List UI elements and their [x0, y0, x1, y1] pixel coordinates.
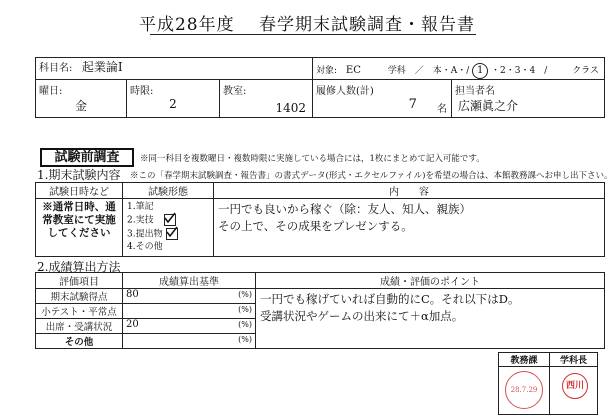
- subject-label: 科目名:: [39, 63, 73, 74]
- content-line-2: その上で、その成果をプレゼンする。: [218, 219, 413, 233]
- target-value: EC: [345, 65, 361, 76]
- target-label: 対象:: [316, 66, 338, 76]
- target-cell: [313, 58, 605, 80]
- section1-note: ※この「春学期末試験調査・報告書」の書式データ(形式・エクセルファイル)を希望の場合は、本館教務課へお申し出下さい。: [130, 171, 613, 181]
- enrollment-value: 7: [408, 97, 417, 112]
- day-label: 曜日:: [39, 86, 63, 97]
- section2-title: 2.成績算出方法: [37, 260, 121, 274]
- reporter-label: 担当者名: [455, 86, 495, 97]
- content-line-1: 一円でも良いから稼ぐ（除：友人、知人、親族）: [218, 202, 471, 216]
- grading-item-row: 小テスト・平常点: [36, 304, 123, 319]
- form-option-written: 1.筆記: [127, 202, 154, 212]
- grading-value-cell: 20 (%): [123, 319, 256, 334]
- points-line-1: 一円でも稼げていれば自動的にC。それ以下はD。: [260, 292, 520, 306]
- affairs-stamp-label: 教務課: [499, 353, 550, 367]
- col-points-header: 成績・評価のポイント: [256, 273, 605, 289]
- form-option-other: 4.その他: [127, 242, 163, 252]
- col-form-header: 試験形態: [123, 183, 214, 199]
- pre-survey-header: 試験前調査: [40, 148, 134, 167]
- checkbox-practical: [164, 214, 176, 226]
- enrollment-label: 履修人数(計): [316, 86, 374, 97]
- col-date-header: 試験日時など: [36, 183, 123, 199]
- grading-item-row: 出席・受講状況: [36, 319, 123, 334]
- points-cell: [256, 289, 605, 349]
- form-option-submission: 3.提出物: [127, 228, 213, 242]
- col-item-header: 評価項目: [36, 273, 123, 289]
- grading-value-cell: 80 (%): [123, 289, 256, 304]
- col-basis-header: 成績算出基準: [123, 273, 256, 289]
- date-stamp: 28.7.29: [505, 371, 543, 409]
- title-underline: [150, 34, 476, 35]
- enrollment-cell: [313, 80, 452, 118]
- checkbox-submission: [166, 228, 178, 240]
- section1-title: 1.期末試験内容: [37, 168, 121, 182]
- head-seal: 西川: [562, 373, 588, 399]
- content-cell: [214, 199, 605, 257]
- class-label: クラス: [572, 66, 599, 76]
- date-cell: [36, 199, 123, 257]
- col-content-header: 内 容: [214, 183, 605, 199]
- grading-item-row: その他: [36, 334, 123, 349]
- enrollment-unit: 名: [437, 104, 447, 115]
- page-title: 平成28年度 春学期末試験調査・報告書: [138, 15, 476, 35]
- reporter-value: 広瀬眞之介: [458, 99, 519, 113]
- form-cell: [123, 199, 214, 257]
- approval-stamp-table: [498, 352, 598, 415]
- room-value: 1402: [275, 101, 306, 115]
- pre-survey-note: ※同一科目を複数曜日・複数時限に実施している場合には，1枚にまとめて記入可能です。: [140, 154, 485, 164]
- affairs-stamp-cell: [499, 367, 550, 415]
- grade-selected-circle: 1: [472, 63, 488, 79]
- grading-value-cell: (%): [123, 304, 256, 319]
- day-value: 金: [74, 99, 87, 113]
- grade-rest: ・2・3・4 /: [491, 66, 548, 76]
- info-table: [35, 57, 605, 118]
- exam-content-table: [35, 182, 605, 257]
- points-line-2: 受講状況やゲームの出来にて＋α加点。: [260, 309, 464, 323]
- reporter-cell: [452, 80, 605, 118]
- grading-value-cell: (%): [123, 334, 256, 349]
- head-stamp-cell: [550, 367, 598, 415]
- subject-value: 起業論Ⅰ: [81, 60, 123, 74]
- grading-table: [35, 272, 605, 349]
- head-stamp-label: 学科長: [550, 353, 598, 367]
- grade-label: 学科 ／ 本・A・/: [387, 66, 470, 76]
- date-text: ※通常日時、通常教室にて実施してください: [42, 201, 116, 239]
- subject-cell: [36, 58, 313, 80]
- period-value: 2: [169, 97, 177, 111]
- room-cell: [220, 80, 313, 118]
- period-cell: [127, 80, 220, 118]
- period-label: 時限:: [130, 86, 154, 97]
- grading-item-row: 期末試験得点: [36, 289, 123, 304]
- day-cell: [36, 80, 127, 118]
- form-option-practical: 2.実技: [127, 214, 213, 228]
- room-label: 教室:: [223, 86, 247, 97]
